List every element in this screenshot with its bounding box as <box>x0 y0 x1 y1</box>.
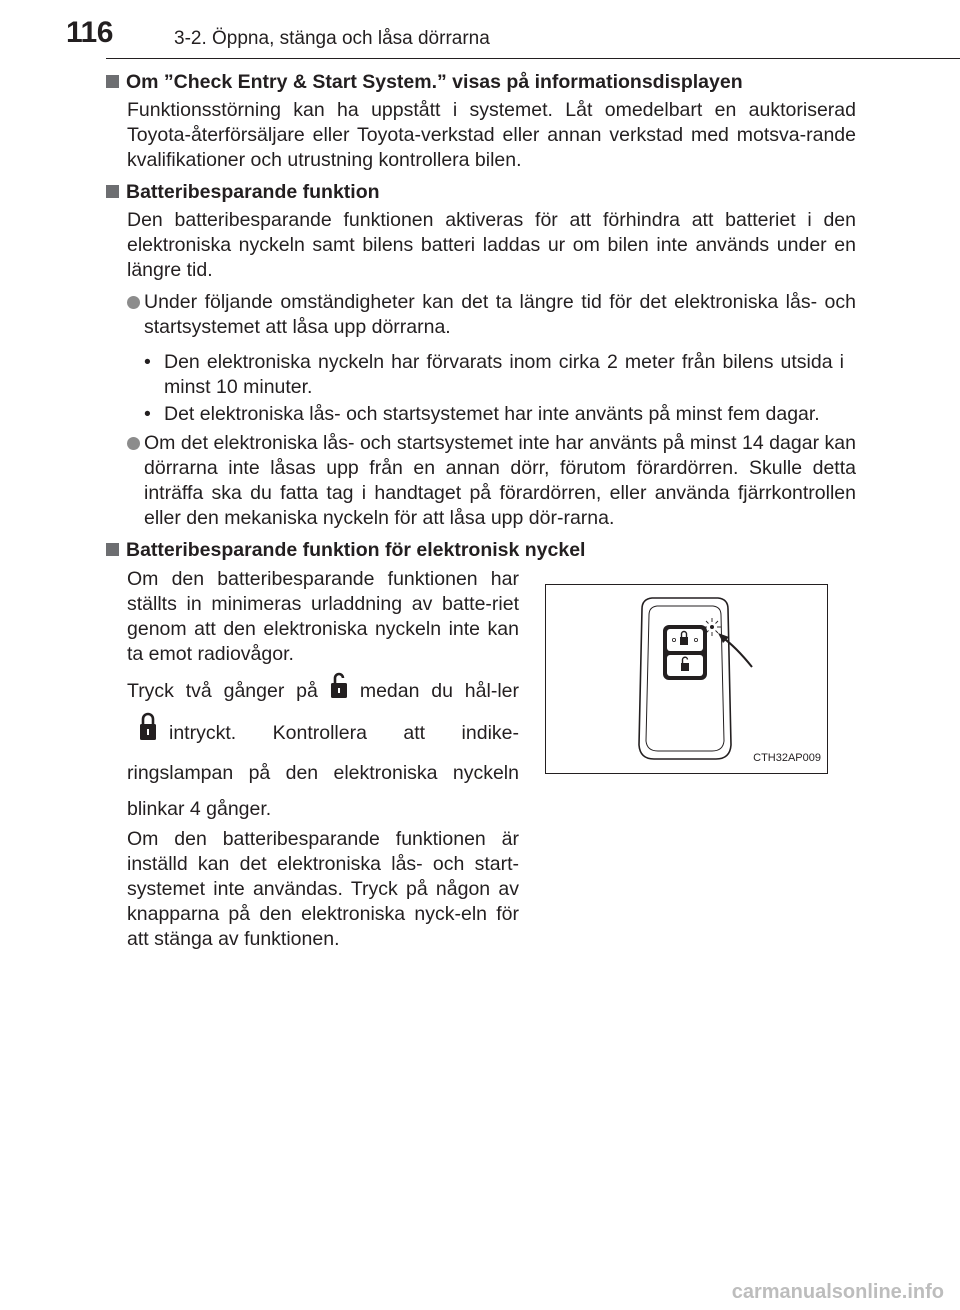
bullet-list <box>144 350 856 427</box>
circle-bullet-icon <box>127 437 140 450</box>
section-heading-check-entry <box>104 70 856 95</box>
dot-list-item <box>127 431 856 531</box>
unlock-icon <box>326 669 352 711</box>
key-illustration <box>545 584 828 774</box>
paragraph-with-icons <box>127 671 519 827</box>
square-marker-icon <box>106 185 119 198</box>
page-number: 116 <box>66 16 113 49</box>
square-marker-icon <box>106 543 119 556</box>
square-marker-icon <box>106 75 119 88</box>
electronic-key-drawing <box>546 585 826 771</box>
circle-bullet-icon <box>127 296 140 309</box>
paragraph-fragment: Tryck två gånger på <box>127 680 318 703</box>
section-heading-text: Batteribesparande funktion <box>126 181 380 203</box>
list-item-text: Det elektroniska lås- och startsystemet har inte använts på minst fem dagar. <box>164 403 820 425</box>
bullet-mark: • <box>144 403 151 425</box>
dot-list-text: Om det elektroniska lås- och startsystemet inte har använts på minst 14 dagar kan dörrarna inte låsas upp från en annan dörr, förutom förardörren. Skulle detta inträffa ska du fatta tag i handtaget på förardörren, eller använda fjärrkontrollen eller den mekaniska nyckeln för att låsa upp dör-rarna. <box>144 432 856 529</box>
running-head: 3-2. Öppna, stänga och låsa dörrarna <box>174 28 490 49</box>
figure-code: CTH32AP009 <box>753 752 821 764</box>
instruction-text <box>127 567 519 960</box>
list-item <box>144 350 844 400</box>
section-body: Den batteribesparande funktionen aktiveras för att förhindra att batteriet i den elektroniska nyckeln samt bilens batteri laddas ur om bilen inte används under en längre tid. <box>127 209 856 281</box>
section-heading-battery-saving <box>104 180 856 205</box>
bullet-mark: • <box>144 351 151 373</box>
dot-list-text: Under följande omständigheter kan det ta längre tid för det elektroniska lås- och startsystemet att låsa upp dörrarna. <box>144 291 856 338</box>
paragraph-fragment: medan du hål-ler <box>359 680 519 703</box>
two-column-block <box>104 567 856 960</box>
header-rule <box>106 58 960 59</box>
lock-icon <box>135 711 161 753</box>
dot-list-item <box>127 290 856 340</box>
list-item <box>144 402 844 427</box>
section-body: Funktionsstörning kan ha uppstått i systemet. Låt omedelbart en auktoriserad Toyota-återförsäljare eller Toyota-verkstad eller annan verkstad med motsva-rande kvalifikationer och utrustning kontrollera bilen. <box>127 99 856 171</box>
section-heading-text: Om ”Check Entry & Start System.” visas på informationsdisplayen <box>126 71 743 93</box>
paragraph: Om den batteribesparande funktionen har ställts in minimeras urladdning av batte-riet genom att den elektroniska nyckeln inte kan ta emot radiovågor. <box>127 568 519 665</box>
watermark: carmanualsonline.info <box>731 1281 944 1303</box>
list-item-text: Den elektroniska nyckeln har förvarats inom cirka 2 meter från bilens utsida i minst 10 minuter. <box>164 351 844 398</box>
paragraph-fragment: intryckt. Kontrollera att indike-ringslampan på den elektroniska nyckeln blinkar 4 gånger. <box>127 722 519 820</box>
page-content <box>104 66 856 960</box>
paragraph: Om den batteribesparande funktionen är inställd kan det elektroniska lås- och start-systemet inte användas. Tryck på någon av knapparna på den elektroniska nyck-eln för att stänga av funktionen. <box>127 828 519 950</box>
section-heading-text: Batteribesparande funktion för elektronisk nyckel <box>126 539 586 561</box>
section-heading-key-battery-saving <box>104 538 856 563</box>
